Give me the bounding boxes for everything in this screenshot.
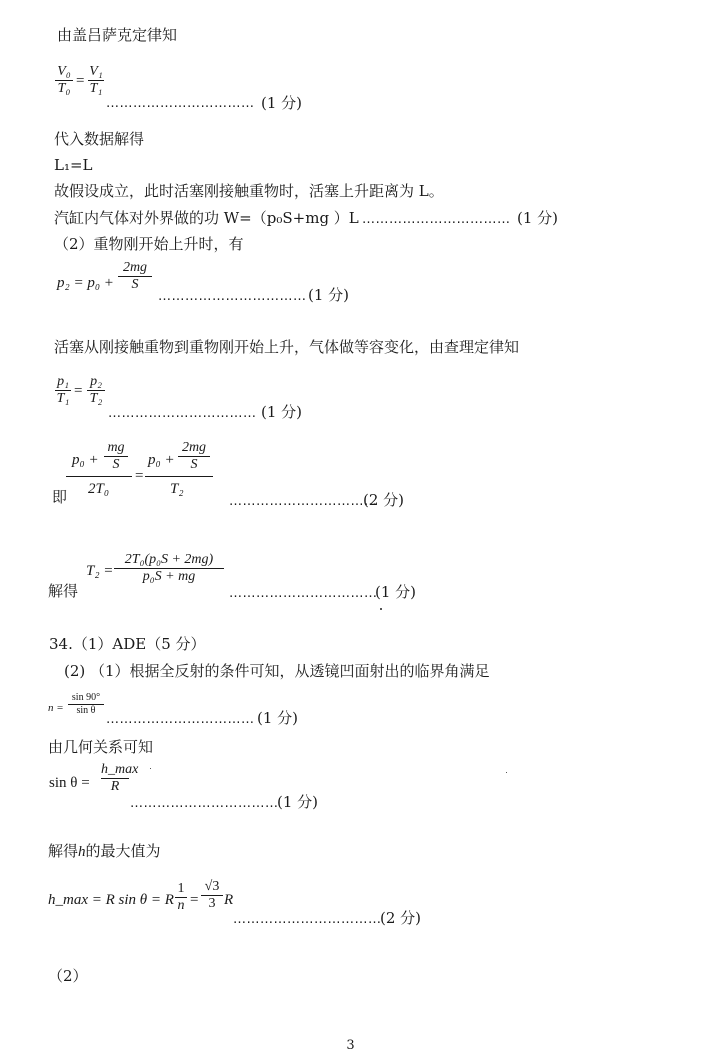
formula-t2: T₂ — [170, 481, 184, 497]
frac-den: S — [190, 457, 198, 472]
equals-sign: = — [135, 468, 144, 484]
frac-den: T₁ — [56, 391, 70, 406]
text-q34-part1: 34.（1）ADE（5 分） — [49, 635, 206, 653]
scan-speck — [150, 768, 151, 769]
formula-p2-lhs: p₂ = p₀ + — [57, 275, 114, 291]
frac-num: mg — [107, 440, 125, 455]
text-substitute: 代入数据解得 — [54, 130, 145, 148]
equals-sign: = — [190, 892, 199, 908]
formula-p0-plus: p₀ + — [148, 452, 175, 468]
frac-num: V₀ — [57, 64, 71, 79]
text-l1-equals-l: L₁=L — [54, 156, 93, 174]
scan-speck — [380, 608, 382, 610]
leader-dots: …………………………… — [229, 586, 378, 601]
score-label: (2 分) — [363, 491, 405, 509]
frac-num: p₂ — [90, 374, 102, 389]
main-fraction-bar-right — [145, 476, 213, 477]
leader-dots: …………………………… — [362, 212, 511, 227]
formula-hmax-over-r — [101, 762, 139, 795]
formula-r: R — [224, 892, 234, 908]
text-ji: 即 — [52, 488, 68, 506]
text-geometry: 由几何关系可知 — [48, 738, 154, 756]
frac-den: S — [131, 277, 139, 292]
frac-num: h_max — [101, 762, 139, 777]
leader-dots: …………………………… — [108, 406, 257, 421]
frac-num: sin 90° — [71, 692, 101, 703]
text-gay-lussac-law: 由盖吕萨克定律知 — [57, 26, 178, 44]
formula-p0-plus: p₀ + — [72, 452, 99, 468]
frac-num: 2mg — [122, 260, 148, 275]
formula-mg-over-s — [104, 440, 128, 473]
score-label: (1 分) — [257, 709, 299, 727]
frac-num: √3 — [204, 879, 220, 894]
frac-den: S — [112, 457, 120, 472]
formula-hmax-lhs: h_max = R sin θ = R — [48, 892, 174, 908]
leader-dots: …………………………… — [229, 494, 378, 509]
score-label: (2 分) — [380, 909, 422, 927]
text-solve-h — [48, 844, 161, 860]
symbol-h: h — [78, 844, 86, 860]
frac-den: T₀ — [57, 81, 71, 96]
text-charles-law: 活塞从刚接触重物到重物刚开始上升，气体做等容变化，由查理定律知 — [54, 338, 520, 356]
frac-den: sin θ — [76, 705, 96, 716]
formula-p1-over-t1 — [55, 374, 71, 407]
leader-dots: …………………………… — [106, 96, 255, 111]
scan-speck — [506, 772, 507, 773]
formula-t2-fraction — [114, 552, 224, 585]
text-assumption-holds: 故假设成立，此时活塞刚接触重物时，活塞上升距离为 L。 — [54, 182, 444, 200]
text-jiede: 解得 — [48, 582, 79, 600]
frac-num: 2T₀(p₀S + 2mg) — [124, 552, 214, 567]
formula-t2-lhs: T₂ = — [86, 563, 114, 579]
score-label: (1 分) — [375, 583, 417, 601]
formula-2t0: 2T₀ — [88, 481, 110, 497]
score-label: (1 分) — [261, 94, 303, 112]
score-label: (1 分) — [277, 793, 319, 811]
leader-dots: …………………………… — [106, 712, 255, 727]
leader-dots: …………………………… — [158, 289, 307, 304]
formula-v1-over-t1 — [88, 64, 104, 97]
formula-sintheta-lhs: sin θ = — [49, 775, 90, 791]
formula-v0-over-t0 — [55, 64, 73, 97]
frac-num: 1 — [177, 881, 185, 896]
leader-dots: …………………………… — [130, 796, 279, 811]
frac-den: n — [177, 898, 185, 913]
text-work-done: 汽缸内气体对外界做的功 W=（p₀S+mg ）L — [54, 209, 359, 227]
frac-num: 2mg — [181, 440, 207, 455]
formula-2mg-over-s — [118, 260, 152, 293]
score-label: (1 分) — [517, 209, 559, 227]
formula-p2-over-t2 — [87, 374, 105, 407]
main-fraction-bar-left — [66, 476, 132, 477]
equals-sign: = — [74, 383, 83, 399]
frac-den: R — [110, 779, 120, 794]
frac-num: V₁ — [89, 64, 103, 79]
equals-sign: = — [76, 73, 85, 89]
frac-den: T₁ — [89, 81, 103, 96]
formula-2mg-over-s — [178, 440, 210, 473]
frac-den: 3 — [208, 896, 216, 911]
formula-n-lhs: n = — [48, 702, 64, 714]
text-q34-total-reflection: (2) （1）根据全反射的条件可知，从透镜凹面射出的临界角满足 — [64, 662, 490, 680]
text-jiede: 解得 — [48, 842, 79, 860]
formula-sin90-over-sintheta — [68, 692, 104, 717]
score-label: (1 分) — [261, 403, 303, 421]
text-max-value: 的最大值为 — [85, 842, 161, 860]
score-label: (1 分) — [308, 286, 350, 304]
page-number: 3 — [346, 1038, 355, 1053]
text-part-2: （2）重物刚开始上升时，有 — [54, 235, 244, 253]
formula-sqrt3-over-3 — [201, 879, 223, 912]
leader-dots: …………………………… — [233, 912, 382, 927]
frac-num: p₁ — [57, 374, 69, 389]
formula-1-over-n — [175, 881, 187, 914]
frac-den: T₂ — [89, 391, 103, 406]
frac-den: p₀S + mg — [142, 569, 196, 584]
text-part-2-final: （2） — [48, 967, 88, 985]
